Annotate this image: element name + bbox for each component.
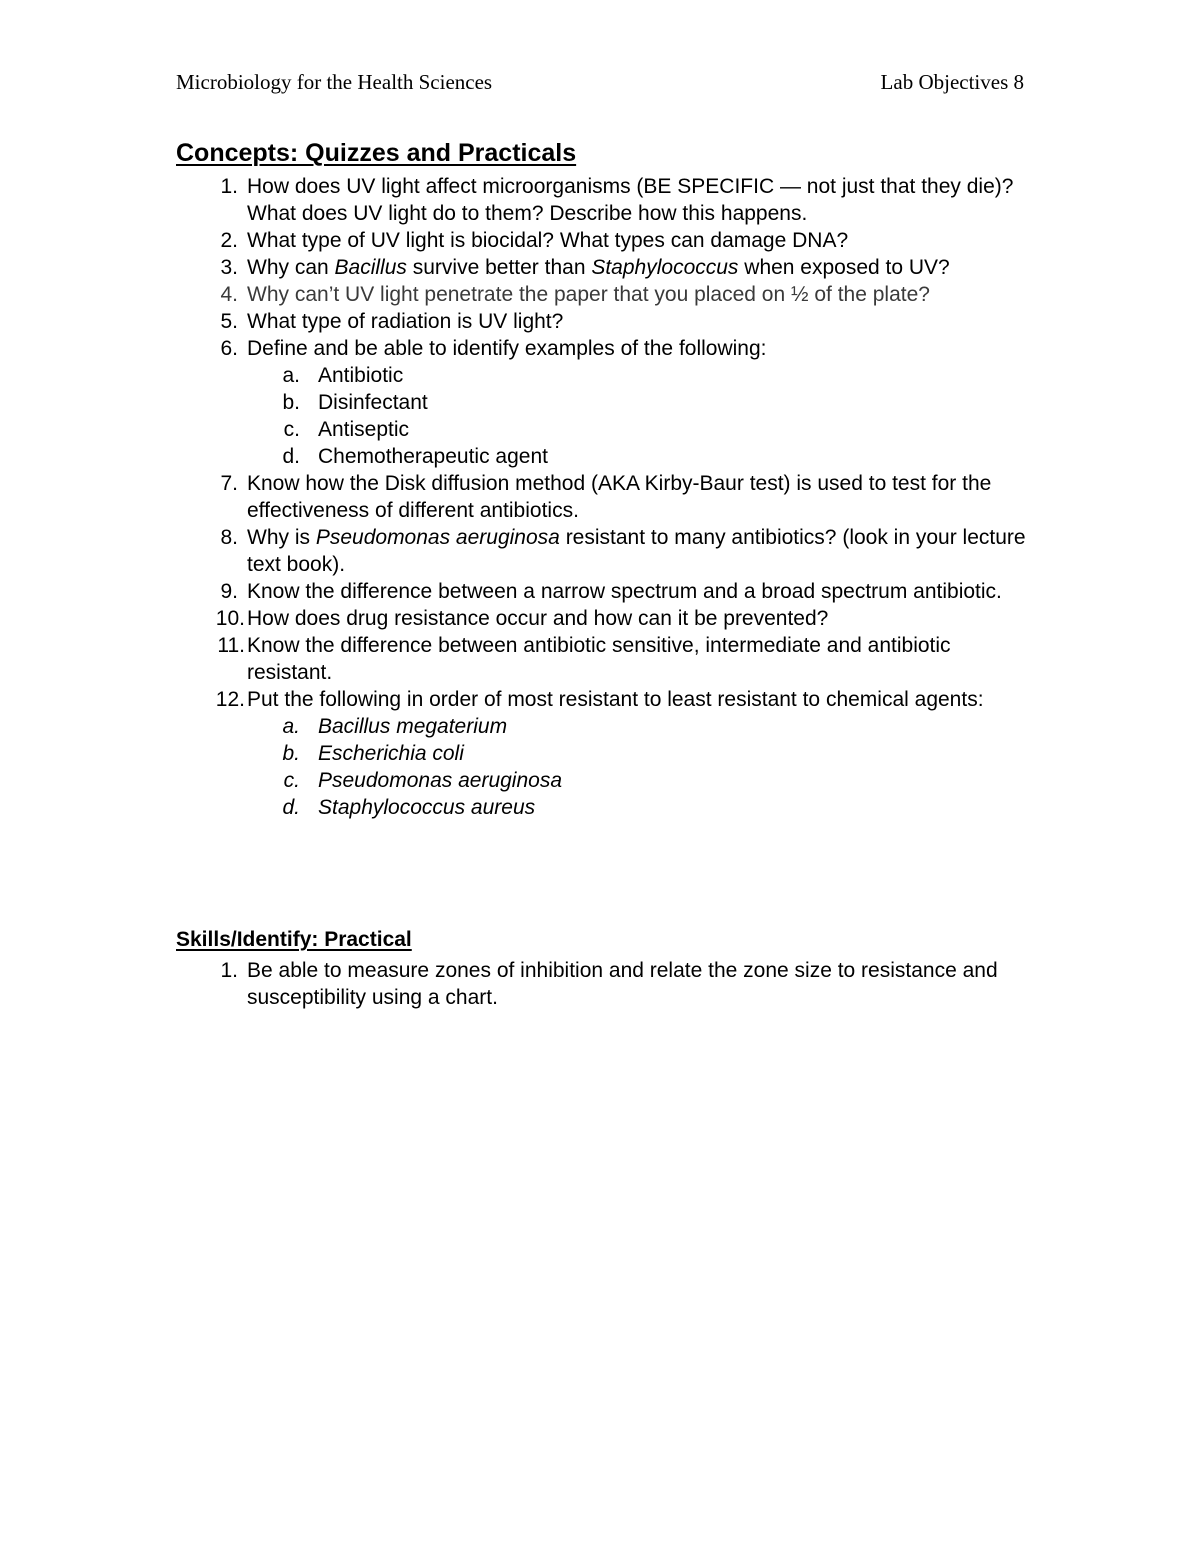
list-item (176, 578, 1036, 605)
item-text-part: Why is (247, 526, 316, 549)
sub-list-item (176, 416, 1036, 443)
item-text-part: Why can (247, 256, 335, 279)
item-text: How does UV light affect microorganisms (BE SPECIFIC — not just that they die)? What does UV light do to them? Describe how this happens. (247, 175, 1014, 225)
item-text: Define and be able to identify examples of the following: (247, 337, 767, 360)
item-number: 6. (220, 337, 238, 360)
item-text: What type of radiation is UV light? (247, 310, 564, 333)
sub-list-item (176, 767, 1036, 794)
list-item (176, 335, 1036, 362)
item-text: Why can’t UV light penetrate the paper that you placed on ½ of the plate? (247, 283, 930, 306)
concepts-list (176, 173, 1036, 821)
list-item (176, 254, 1036, 281)
list-item (176, 686, 1036, 713)
item-number: 5. (220, 310, 238, 333)
item-text: Put the following in order of most resistant to least resistant to chemical agents: (247, 688, 984, 711)
sub-list-item (176, 794, 1036, 821)
sub-item-letter: b. (282, 742, 300, 765)
item-text: How does drug resistance occur and how can it be prevented? (247, 607, 829, 630)
list-item (176, 524, 1036, 578)
list-item (176, 470, 1036, 524)
item-number: 10. (215, 607, 245, 630)
sub-list-item (176, 740, 1036, 767)
sub-item-text: Antibiotic (318, 364, 404, 387)
skills-list (176, 957, 1036, 1011)
list-item (176, 281, 1036, 308)
sub-item-text: Disinfectant (318, 391, 428, 414)
item-text: Know the difference between a narrow spectrum and a broad spectrum antibiotic. (247, 580, 1002, 603)
sub-item-text: Staphylococcus aureus (318, 796, 536, 819)
sub-list-item (176, 713, 1036, 740)
item-number: 8. (220, 526, 238, 549)
item-number: 7. (220, 472, 238, 495)
concepts-section-title: Concepts: Quizzes and Practicals (176, 139, 577, 167)
item-text: What type of UV light is biocidal? What types can damage DNA? (247, 229, 849, 252)
item-number: 9. (220, 580, 238, 603)
item-number: 3. (220, 256, 238, 279)
sub-item-text: Chemotherapeutic agent (318, 445, 548, 468)
item-text-part: resistant to many antibiotics? (look in your lecture text book). (247, 526, 1026, 576)
list-item (176, 957, 1036, 1011)
organism-name: Bacillus (334, 256, 407, 279)
list-item (176, 227, 1036, 254)
item-number: 1. (220, 175, 238, 198)
sub-item-text: Pseudomonas aeruginosa (318, 769, 563, 792)
item-number: 1. (220, 959, 238, 982)
item-text: Know the difference between antibiotic sensitive, intermediate and antibiotic resistant. (247, 634, 951, 684)
sub-item-text: Bacillus megaterium (318, 715, 508, 738)
sub-item-letter: a. (282, 715, 300, 738)
list-item (176, 308, 1036, 335)
sub-list-item (176, 443, 1036, 470)
sub-item-letter: c. (283, 418, 300, 441)
item-text: Know how the Disk diffusion method (AKA Kirby-Baur test) is used to test for the effectiveness of different antibiotics. (247, 472, 992, 522)
sub-item-letter: d. (282, 445, 300, 468)
item-number: 4. (220, 283, 238, 306)
organism-name: Staphylococcus (591, 256, 739, 279)
item-text: Be able to measure zones of inhibition and relate the zone size to resistance and susceptibility using a chart. (247, 959, 998, 1009)
course-name: Microbiology for the Health Sciences (176, 70, 493, 94)
skills-section-title: Skills/Identify: Practical (176, 928, 412, 951)
sub-item-letter: d. (282, 796, 300, 819)
item-text-part: when exposed to UV? (738, 256, 950, 279)
list-item (176, 605, 1036, 632)
item-text (247, 526, 1026, 576)
sub-item-letter: b. (282, 391, 300, 414)
item-number: 12. (215, 688, 245, 711)
page-header (176, 70, 1024, 100)
item-text-part: survive better than (406, 256, 592, 279)
item-number: 2. (220, 229, 238, 252)
sub-list-item (176, 389, 1036, 416)
list-item (176, 632, 1036, 686)
item-number: 11. (217, 634, 245, 657)
item-text (247, 256, 950, 279)
sub-item-text: Antiseptic (318, 418, 410, 441)
sub-item-letter: c. (283, 769, 300, 792)
list-item (176, 173, 1036, 227)
lab-objectives-label: Lab Objectives 8 (880, 70, 1024, 94)
sub-item-letter: a. (282, 364, 300, 387)
organism-name: Pseudomonas aeruginosa (315, 526, 560, 549)
sub-item-text: Escherichia coli (318, 742, 464, 765)
sub-list-item (176, 362, 1036, 389)
